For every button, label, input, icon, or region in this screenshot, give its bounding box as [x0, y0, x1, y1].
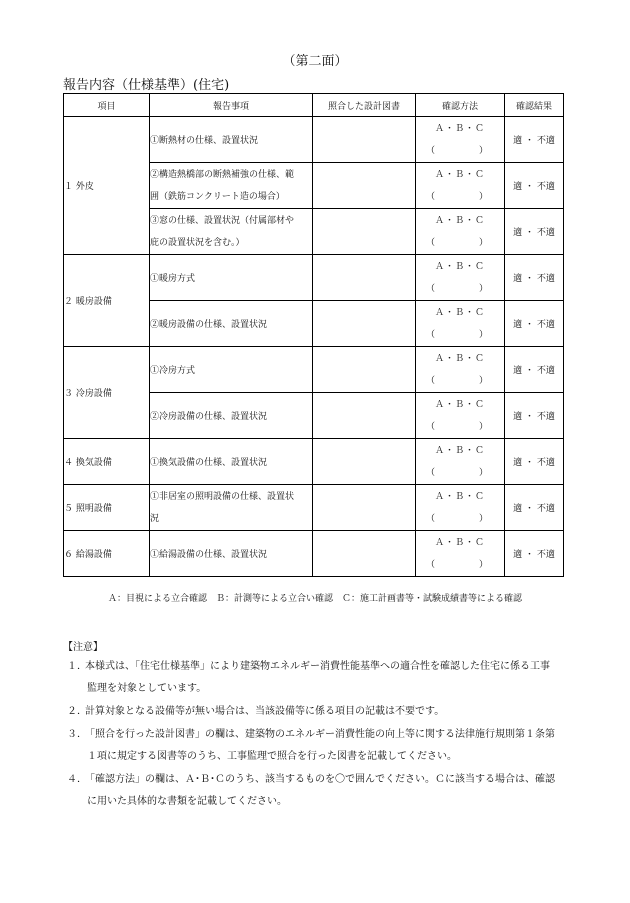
- paren-close: ）: [478, 237, 488, 248]
- item-cell: [150, 117, 313, 163]
- note-item: [67, 769, 572, 813]
- note-number: １．: [67, 661, 87, 672]
- method-cell[interactable]: [416, 485, 505, 531]
- paren-open: （: [426, 145, 436, 156]
- header-category: 項目: [64, 94, 150, 117]
- result-options[interactable]: 適 ・ 不適: [505, 117, 564, 163]
- item-text-line2: 囲（鉄筋コンクリート造の場合）: [150, 191, 285, 202]
- note-text-line1: 本様式は、「住宅仕様基準」により建築物エネルギー消費性能基準への適合性を確認した住宅に係る工事: [85, 661, 550, 672]
- notes-title: 【注意】: [63, 642, 103, 653]
- drawing-cell[interactable]: [313, 301, 416, 347]
- page-heading: （第二面）: [282, 54, 348, 69]
- result-options[interactable]: 適 ・ 不適: [505, 163, 564, 209]
- item-text-line1: ①換気設備の仕様、設置状況: [150, 458, 268, 468]
- method-cell[interactable]: [416, 209, 505, 255]
- item-text-line1: ①冷房方式: [150, 366, 196, 376]
- result-options[interactable]: 適 ・ 不適: [505, 347, 564, 393]
- drawing-cell[interactable]: [313, 439, 416, 485]
- item-text-line2: 況: [150, 513, 160, 524]
- table-row: [64, 117, 564, 163]
- method-note-field[interactable]: [416, 324, 504, 346]
- drawing-cell[interactable]: [313, 393, 416, 439]
- paren-close: ）: [478, 145, 488, 156]
- header-result: 確認結果: [505, 94, 564, 117]
- method-note-field[interactable]: [416, 416, 504, 438]
- paren-open: （: [426, 283, 436, 294]
- note-item: [67, 701, 572, 723]
- method-options[interactable]: Ａ・Ｂ・Ｃ: [434, 399, 485, 410]
- table-header-row: [64, 94, 564, 117]
- note-text-line1: 「照合を行った設計図書」の欄は、建築物のエネルギー消費性能の向上等に関する法律施行規則第１条第: [85, 729, 555, 740]
- method-note-field[interactable]: [416, 140, 504, 162]
- method-options[interactable]: Ａ・Ｂ・Ｃ: [434, 169, 485, 180]
- category-cell: ３ 冷房設備: [64, 347, 150, 439]
- method-note-field[interactable]: [416, 508, 504, 530]
- paren-close: ）: [478, 421, 488, 432]
- method-cell[interactable]: [416, 301, 505, 347]
- method-options[interactable]: Ａ・Ｂ・Ｃ: [434, 307, 485, 318]
- result-options[interactable]: 適 ・ 不適: [505, 301, 564, 347]
- note-text-line2: 監理を対象としています。: [87, 683, 207, 694]
- method-options[interactable]: Ａ・Ｂ・Ｃ: [434, 123, 485, 134]
- item-cell: [150, 347, 313, 393]
- paren-close: ）: [478, 283, 488, 294]
- report-body: [64, 117, 564, 577]
- note-text-line2: に用いた具体的な書類を記載してください。: [87, 796, 287, 807]
- note-text-line2: １項に規定する図書等のうち、工事監理で照合を行った図書を記載してください。: [87, 751, 457, 762]
- item-text-line1: ①非居室の照明設備の仕様、設置状: [150, 491, 295, 502]
- method-options[interactable]: Ａ・Ｂ・Ｃ: [434, 491, 485, 502]
- item-cell: [150, 209, 313, 255]
- note-body: [85, 769, 572, 813]
- paren-close: ）: [478, 191, 488, 202]
- result-options[interactable]: 適 ・ 不適: [505, 393, 564, 439]
- result-options[interactable]: 適 ・ 不適: [505, 485, 564, 531]
- item-text-line1: ①暖房方式: [150, 274, 196, 284]
- result-options[interactable]: 適 ・ 不適: [505, 439, 564, 485]
- paren-open: （: [426, 559, 436, 570]
- section-title: 報告内容（仕様基準）(住宅): [63, 78, 230, 93]
- note-item: [67, 656, 572, 700]
- item-text-line1: ②構造熱橋部の断熱補強の仕様、範: [150, 169, 295, 180]
- note-number: ３．: [67, 729, 87, 740]
- note-body: [85, 701, 572, 723]
- method-options[interactable]: Ａ・Ｂ・Ｃ: [434, 261, 485, 272]
- note-text-line1: 計算対象となる設備等が無い場合は、当該設備等に係る項目の記載は不要です。: [85, 706, 445, 717]
- method-legend: Ａ：目視による立合確認 Ｂ：計測等による立合い確認 Ｃ：施工計画書等・試験成績書等による確認: [107, 594, 522, 604]
- result-options[interactable]: 適 ・ 不適: [505, 209, 564, 255]
- item-cell: [150, 301, 313, 347]
- note-item: [67, 724, 572, 768]
- paren-open: （: [426, 375, 436, 386]
- drawing-cell[interactable]: [313, 347, 416, 393]
- table-row: [64, 439, 564, 485]
- paren-close: ）: [478, 559, 488, 570]
- note-number: ４．: [67, 774, 87, 785]
- table-row: [64, 347, 564, 393]
- category-cell: ６ 給湯設備: [64, 531, 150, 577]
- paren-close: ）: [478, 375, 488, 386]
- item-cell: [150, 255, 313, 301]
- item-cell: [150, 531, 313, 577]
- item-cell: [150, 163, 313, 209]
- method-options[interactable]: Ａ・Ｂ・Ｃ: [434, 353, 485, 364]
- drawing-cell[interactable]: [313, 209, 416, 255]
- method-note-field[interactable]: [416, 186, 504, 208]
- drawing-cell[interactable]: [313, 485, 416, 531]
- method-options[interactable]: Ａ・Ｂ・Ｃ: [434, 537, 485, 548]
- method-cell[interactable]: [416, 439, 505, 485]
- method-cell[interactable]: [416, 117, 505, 163]
- category-cell: ４ 換気設備: [64, 439, 150, 485]
- method-note-field[interactable]: [416, 278, 504, 300]
- method-cell[interactable]: [416, 347, 505, 393]
- drawing-cell[interactable]: [313, 163, 416, 209]
- item-text-line1: ①給湯設備の仕様、設置状況: [150, 550, 268, 560]
- paren-open: （: [426, 513, 436, 524]
- header-item: 報告事項: [150, 94, 313, 117]
- note-text-line1: 「確認方法」の欄は、Ａ･Ｂ･Ｃのうち、該当するものを〇で囲んでください。Ｃに該当する場合は、確認: [85, 774, 555, 785]
- header-method: 確認方法: [416, 94, 505, 117]
- note-body: [85, 724, 572, 768]
- item-text-line1: ③窓の仕様、設置状況（付属部材や: [150, 215, 295, 226]
- method-options[interactable]: Ａ・Ｂ・Ｃ: [434, 215, 485, 226]
- drawing-cell[interactable]: [313, 255, 416, 301]
- table-row: [64, 531, 564, 577]
- item-text-line2: 庇の設置状況を含む。）: [150, 237, 245, 248]
- table-row: [64, 255, 564, 301]
- method-note-field[interactable]: [416, 554, 504, 576]
- method-note-field[interactable]: [416, 370, 504, 392]
- category-cell: ５ 照明設備: [64, 485, 150, 531]
- item-cell: [150, 439, 313, 485]
- method-note-field[interactable]: [416, 232, 504, 254]
- paren-open: （: [426, 329, 436, 340]
- item-cell: [150, 393, 313, 439]
- method-cell[interactable]: [416, 255, 505, 301]
- method-options[interactable]: Ａ・Ｂ・Ｃ: [434, 445, 485, 456]
- item-text-line1: ②暖房設備の仕様、設置状況: [150, 320, 268, 330]
- paren-open: （: [426, 191, 436, 202]
- method-cell[interactable]: [416, 531, 505, 577]
- category-cell: １ 外皮: [64, 117, 150, 255]
- item-text-line1: ②冷房設備の仕様、設置状況: [150, 412, 268, 422]
- paren-close: ）: [478, 467, 488, 478]
- item-text-line1: ①断熱材の仕様、設置状況: [150, 136, 259, 146]
- paren-close: ）: [478, 513, 488, 524]
- report-table: [63, 93, 564, 577]
- paren-open: （: [426, 467, 436, 478]
- note-number: ２．: [67, 706, 87, 717]
- note-body: [85, 656, 572, 700]
- header-drawing: 照合した設計図書: [313, 94, 416, 117]
- result-options[interactable]: 適 ・ 不適: [505, 531, 564, 577]
- category-cell: ２ 暖房設備: [64, 255, 150, 347]
- paren-close: ）: [478, 329, 488, 340]
- drawing-cell[interactable]: [313, 117, 416, 163]
- paren-open: （: [426, 421, 436, 432]
- method-cell[interactable]: [416, 393, 505, 439]
- table-row: [64, 485, 564, 531]
- method-cell[interactable]: [416, 163, 505, 209]
- result-options[interactable]: 適 ・ 不適: [505, 255, 564, 301]
- paren-open: （: [426, 237, 436, 248]
- item-cell: [150, 485, 313, 531]
- method-note-field[interactable]: [416, 462, 504, 484]
- drawing-cell[interactable]: [313, 531, 416, 577]
